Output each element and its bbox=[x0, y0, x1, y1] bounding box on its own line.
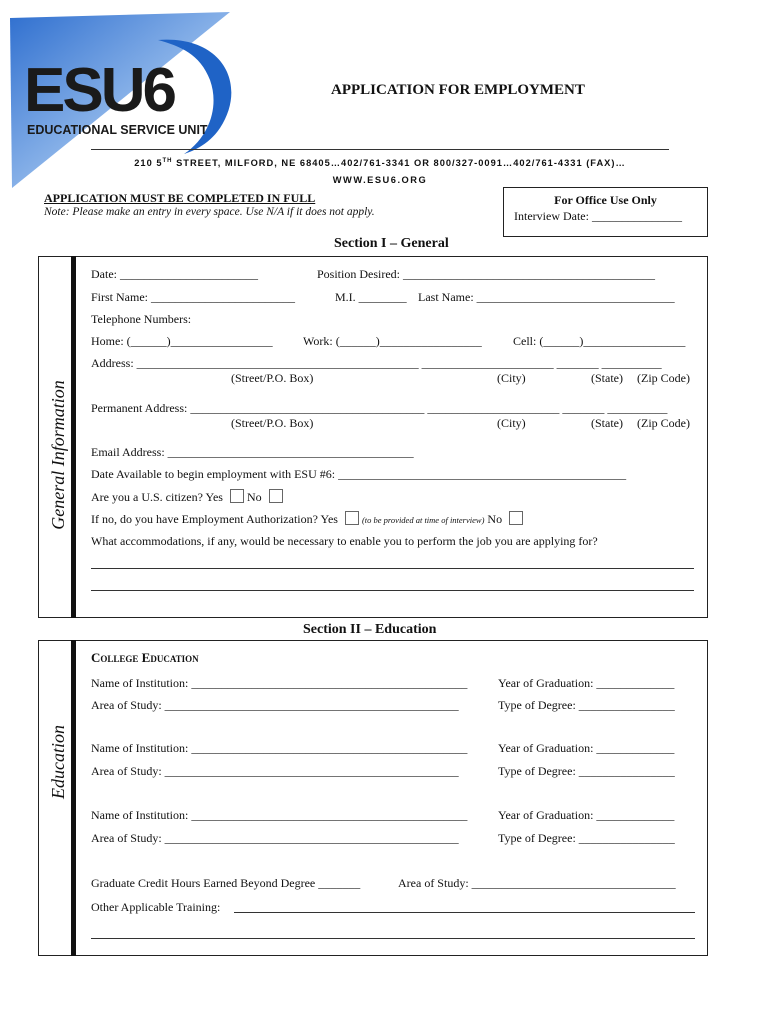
graduation-field-1[interactable]: Year of Graduation: _____________ bbox=[498, 676, 675, 690]
graduation-field-2[interactable]: Year of Graduation: _____________ bbox=[498, 741, 675, 755]
accommodations-line-2[interactable] bbox=[91, 590, 694, 591]
header-rule bbox=[91, 149, 669, 150]
home-phone-field[interactable]: Home: (______)_________________ bbox=[91, 334, 273, 348]
website: WWW.ESU6.ORG bbox=[332, 175, 428, 185]
graduate-credit-field[interactable]: Graduate Credit Hours Earned Beyond Degree _______ bbox=[91, 876, 361, 890]
position-desired-field[interactable]: Position Desired: __________________________________________ bbox=[317, 267, 655, 281]
citizen-yes-checkbox[interactable] bbox=[230, 489, 244, 503]
logo-wordmark: ESU6 bbox=[24, 56, 174, 125]
area-of-study-field-1[interactable]: Area of Study: _________________________________________________ bbox=[91, 698, 459, 712]
address-text: Address: _______________________________________________ ______________________ _______ __________ bbox=[91, 356, 662, 370]
street-label: (Street/P.O. Box) bbox=[231, 371, 314, 385]
section1-box bbox=[38, 256, 708, 618]
graduation-field-3[interactable]: Year of Graduation: _____________ bbox=[498, 808, 675, 822]
state-label: (State) bbox=[591, 371, 623, 385]
middle-initial-field[interactable]: M.I. ________ bbox=[335, 290, 407, 304]
page-title: APPLICATION FOR EMPLOYMENT bbox=[331, 82, 585, 98]
date-field[interactable]: Date: _______________________ bbox=[91, 267, 258, 281]
accommodations-question: What accommodations, if any, would be necessary to enable you to perform the job you are applying for? bbox=[91, 534, 598, 548]
other-training-line-2[interactable] bbox=[91, 938, 695, 939]
office-use-box bbox=[503, 187, 708, 237]
address-pre: 210 5 bbox=[134, 158, 163, 169]
perm-city-label: (City) bbox=[497, 416, 526, 430]
institution-field-1[interactable]: Name of Institution: ______________________________________________ bbox=[91, 676, 468, 690]
authorization-note: (to be provided at time of interview) bbox=[361, 515, 485, 525]
perm-state-label: (State) bbox=[591, 416, 623, 430]
authorization-no-label: No bbox=[487, 512, 503, 526]
logo-subtitle: EDUCATIONAL SERVICE UNIT bbox=[27, 123, 208, 137]
notice-heading: APPLICATION MUST BE COMPLETED IN FULL bbox=[44, 191, 316, 205]
authorization-yes-checkbox[interactable] bbox=[345, 511, 359, 525]
authorization-row bbox=[91, 511, 523, 527]
perm-street-label: (Street/P.O. Box) bbox=[231, 416, 314, 430]
citizen-no-checkbox[interactable] bbox=[269, 489, 283, 503]
perm-zip-label: (Zip Code) bbox=[637, 416, 690, 430]
section1-side-label: General Information bbox=[48, 380, 68, 530]
city-label: (City) bbox=[497, 371, 526, 385]
interview-date-field[interactable]: Interview Date: _______________ bbox=[514, 209, 682, 223]
zip-label: (Zip Code) bbox=[637, 371, 690, 385]
area-of-study-field-3[interactable]: Area of Study: _________________________________________________ bbox=[91, 831, 459, 845]
other-training-label: Other Applicable Training: bbox=[91, 900, 221, 914]
institution-field-2[interactable]: Name of Institution: ______________________________________________ bbox=[91, 741, 468, 755]
address-post: STREET, MILFORD, NE 68405…402/761-3341 OR 800/327-0091…402/761-4331 (FAX)… bbox=[172, 158, 626, 169]
address-sup: TH bbox=[162, 158, 173, 164]
email-field[interactable]: Email Address: _________________________________________ bbox=[91, 445, 414, 459]
permanent-address-text: Permanent Address: _______________________________________ ______________________ _______ __________ bbox=[91, 401, 668, 415]
area-of-study-field-2[interactable]: Area of Study: _________________________________________________ bbox=[91, 764, 459, 778]
first-name-field[interactable]: First Name: ________________________ bbox=[91, 290, 295, 304]
citizen-row bbox=[91, 489, 283, 505]
office-use-title: For Office Use Only bbox=[554, 193, 657, 207]
degree-field-1[interactable]: Type of Degree: ________________ bbox=[498, 698, 675, 712]
date-available-field[interactable]: Date Available to begin employment with ESU #6: ________________________________________________ bbox=[91, 467, 627, 481]
graduate-area-field[interactable]: Area of Study: __________________________________ bbox=[398, 876, 676, 890]
section2-title: Section II – Education bbox=[303, 622, 437, 637]
last-name-field[interactable]: Last Name: _________________________________ bbox=[418, 290, 675, 304]
institution-field-3[interactable]: Name of Institution: ______________________________________________ bbox=[91, 808, 468, 822]
section2-side-label: Education bbox=[48, 725, 68, 799]
degree-field-3[interactable]: Type of Degree: ________________ bbox=[498, 831, 675, 845]
citizen-question: Are you a U.S. citizen? Yes bbox=[91, 490, 223, 504]
other-training-line-1[interactable] bbox=[234, 912, 695, 913]
permanent-address-field[interactable] bbox=[91, 401, 696, 416]
college-education-heading: College Education bbox=[91, 650, 199, 665]
degree-field-2[interactable]: Type of Degree: ________________ bbox=[498, 764, 675, 778]
section1-title: Section I – General bbox=[334, 236, 449, 251]
authorization-question: If no, do you have Employment Authorization? Yes bbox=[91, 512, 338, 526]
address-field[interactable] bbox=[91, 356, 696, 371]
notice-note: Note: Please make an entry in every space. Use N/A if it does not apply. bbox=[44, 206, 375, 218]
work-phone-field[interactable]: Work: (______)_________________ bbox=[303, 334, 482, 348]
telephone-label: Telephone Numbers: bbox=[91, 312, 192, 326]
address-line bbox=[91, 158, 669, 168]
accommodations-line-1[interactable] bbox=[91, 568, 694, 569]
authorization-no-checkbox[interactable] bbox=[509, 511, 523, 525]
cell-phone-field[interactable]: Cell: (______)_________________ bbox=[513, 334, 686, 348]
citizen-no-label: No bbox=[246, 490, 262, 504]
